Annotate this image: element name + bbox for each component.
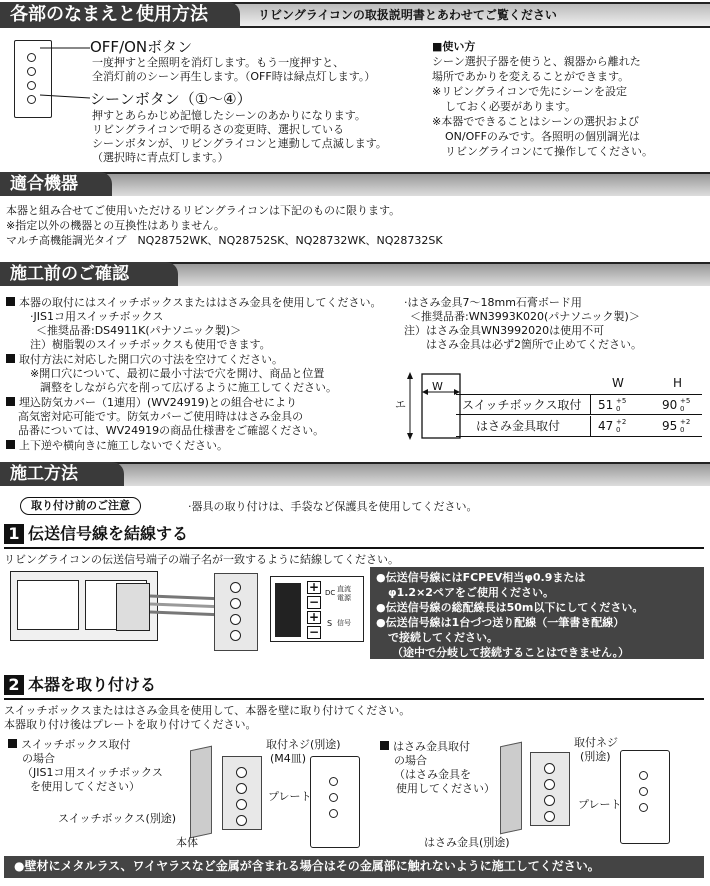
- bullet-square-icon: [380, 741, 389, 750]
- circle-icon: [544, 795, 555, 806]
- check-r3: 注）はさみ金具WN3992020は使用不可: [404, 324, 605, 337]
- term-minus-2: −: [308, 625, 320, 639]
- term-plus-2: +: [308, 610, 320, 624]
- dim-row-1-ht: +5 0: [680, 397, 691, 413]
- check-b2: ※開口穴について、最初に最小寸法で穴を開け、商品と位置: [30, 367, 325, 380]
- hs-case-1: はさみ金具取付: [393, 740, 470, 753]
- step2-desc-2: 本器取り付け後はプレートを取り付けてください。: [4, 718, 257, 731]
- dim-head-h: H: [673, 376, 683, 390]
- circle-icon: [230, 630, 241, 641]
- dim-row-2-h: 95: [662, 419, 678, 433]
- circle-icon: [639, 787, 648, 796]
- dim-row-1-w: 51: [598, 398, 614, 412]
- check-a: [6, 296, 381, 310]
- step1-note-5: で接続してください。: [388, 631, 498, 644]
- step1-number: 1: [4, 524, 24, 544]
- check-a3: ＜推奨品番:DS4911K(パナソニック製)＞: [36, 324, 242, 337]
- hs-case: [380, 740, 470, 754]
- hs-case-2: の場合: [394, 754, 427, 767]
- step1-note-4: ●伝送信号線は1台づつ送り配線（一筆書き配線）: [376, 616, 625, 629]
- offon-label: OFF/ONボタン: [90, 38, 193, 56]
- sb-case-3: （JIS1コ用スイッチボックス: [22, 766, 163, 779]
- dim-row-2: [456, 416, 702, 437]
- caution-text: ·器具の取り付けは、手袋など保護具を使用してください。: [188, 500, 478, 513]
- step1-note-3: ●伝送信号線の総配線長は50m以下にしてください。: [376, 601, 644, 614]
- check-r1: ·はさみ金具7〜18mm石膏ボード用: [404, 296, 582, 309]
- check-d: [6, 439, 228, 453]
- sb-case: [8, 738, 130, 752]
- circle-icon: [236, 815, 247, 826]
- check-d1: 上下逆や横向きに施工しないでください。: [19, 439, 228, 452]
- usage-2: 場所であかりを変えることができます。: [432, 70, 630, 83]
- usage-5: ※本器でできることはシーンの選択および: [432, 115, 639, 128]
- plate-figure-2: [620, 750, 670, 844]
- dim-head-w: W: [612, 376, 624, 390]
- term-signal: 信号: [337, 619, 351, 627]
- terminal-block-figure: [116, 583, 150, 631]
- check-a2: ·JIS1コ用スイッチボックス: [30, 310, 164, 323]
- caution-pill: 取り付け前のご注意: [20, 497, 141, 515]
- circle-icon: [544, 763, 555, 774]
- circle-icon: [230, 614, 241, 625]
- screw1b-label: (M4皿): [270, 752, 307, 765]
- step1-desc: リビングライコンの伝送信号端子の端子名が一致するように結線してください。: [4, 553, 400, 566]
- page-title: 各部のなまえと使用方法: [0, 2, 240, 28]
- step1-note-1: ●伝送信号線にはFCPEV相当φ0.9または: [376, 571, 586, 584]
- plate1-label: プレート: [268, 790, 312, 803]
- usage-title: ■使い方: [432, 40, 476, 53]
- dim-row-1-name: スイッチボックス取付: [462, 398, 582, 412]
- step1-title: 伝送信号線を結線する: [28, 524, 189, 543]
- scene-desc-2: リビングライコンで明るさの変更時、選択している: [92, 123, 345, 136]
- bullet-square-icon: [6, 354, 15, 363]
- dim-h-label: エ: [395, 398, 406, 411]
- check-c3: 品番については、WV24919の商品仕様書をご確認ください。: [18, 424, 325, 437]
- plate2-label: プレート: [578, 798, 622, 811]
- divider: [590, 416, 591, 436]
- dim-row-2-ht: +2 0: [680, 418, 691, 434]
- screw1-label: 取付ネジ(別途): [266, 738, 341, 751]
- check-b1: 取付方法に対応した開口穴の寸法を空けてください。: [19, 353, 283, 366]
- wall-figure-1: [190, 746, 212, 839]
- term-plus: +: [308, 580, 320, 594]
- screw2-label: 取付ネジ: [574, 736, 618, 749]
- step1-note-6: （途中で分岐して接続することはできません。）: [392, 646, 630, 659]
- circle-icon: [544, 779, 555, 790]
- step1-heading: [4, 524, 188, 544]
- hs-case-4: 使用してください）: [396, 782, 495, 795]
- clip2-label: はさみ金具(別途): [424, 836, 510, 849]
- compat-line-1: 本器と組み合せてご使用いただけるリビングライコンは下記のものに限ります。: [6, 204, 401, 217]
- offon-desc-2: 全消灯前のシーン再生します。（OFF時は緑点灯します。）: [92, 70, 376, 83]
- screw2b-label: (別途): [580, 750, 611, 763]
- step2-title: 本器を取り付ける: [28, 675, 157, 694]
- bullet-square-icon: [6, 397, 15, 406]
- dim-row-1: [456, 394, 702, 415]
- hs-case-3: （はさみ金具を: [394, 768, 471, 781]
- usage-3: ※リビングライコンで先にシーンを設定: [432, 85, 628, 98]
- circle-icon: [236, 767, 247, 778]
- terminal-block: [275, 583, 301, 637]
- check-r2: ＜推奨品番:WN3993K020(パナソニック製)＞: [410, 310, 640, 323]
- check-title: 施工前のご確認: [0, 262, 178, 286]
- circle-icon: [639, 771, 648, 780]
- dim-row-2-name: はさみ金具取付: [476, 419, 561, 433]
- circle-icon: [544, 811, 555, 822]
- circle-icon: [236, 783, 247, 794]
- offon-desc-1: 一度押すと全照明を消灯します。もう一度押すと、: [92, 56, 345, 69]
- sb-case-2: の場合: [22, 752, 55, 765]
- circle-icon: [230, 582, 241, 593]
- circle-icon: [639, 803, 648, 812]
- step2-heading: [4, 675, 156, 695]
- dim-row-1-wt: +5 0: [616, 397, 627, 413]
- usage-7: リビングライコンにて操作してください。: [445, 145, 654, 158]
- check-a4: 注）樹脂製のスイッチボックスも使用できます。: [30, 338, 271, 351]
- bullet-square-icon: [6, 297, 15, 306]
- compat-title: 適合機器: [0, 172, 112, 196]
- check-c1: 埋込防気カバー（1連用）(WV24919)との組合せにより: [19, 396, 297, 409]
- check-r4: はさみ金具は必ず2箇所で止めてください。: [426, 338, 642, 351]
- circle-icon: [329, 777, 338, 786]
- plate-figure-1: [310, 756, 360, 848]
- compat-line-2: ※指定以外の機器との互換性はありません。: [6, 219, 225, 232]
- scene-unit-figure: [214, 573, 258, 651]
- usage-4: しておく必要があります。: [445, 100, 577, 113]
- footer-warning: ●壁材にメタルラス、ワイヤラスなど金属が含まれる場合はその金属部に触れないように施工してください。: [4, 856, 704, 878]
- usage-1: シーン選択子器を使うと、親器から離れた: [432, 55, 641, 68]
- term-s: S: [327, 619, 333, 628]
- check-b3: 調整をしながら穴を削って広げるように施工してください。: [40, 381, 337, 394]
- title-note: リビングライコンの取扱説明書とあわせてご覧ください: [258, 8, 557, 22]
- method-title: 施工方法: [0, 462, 124, 486]
- circle-icon: [230, 598, 241, 609]
- bullet-square-icon: [6, 440, 15, 449]
- sb-case-1: スイッチボックス取付: [21, 738, 131, 751]
- body1-label: 本体: [176, 836, 198, 849]
- dim-row-2-wt: +2 0: [616, 418, 627, 434]
- circle-icon: [329, 809, 338, 818]
- scene-label: シーンボタン（①〜④）: [90, 90, 252, 108]
- step2-number: 2: [4, 675, 24, 695]
- wall-figure-2: [500, 742, 522, 835]
- step1-note-2: φ1.2×2ペアをご使用ください。: [388, 586, 554, 599]
- step2-desc-1: スイッチボックスまたははさみ金具を使用して、本器を壁に取り付けてください。: [4, 704, 411, 717]
- dim-row-2-w: 47: [598, 419, 614, 433]
- step1-notes: [370, 567, 704, 659]
- parent-unit-panel: [17, 580, 79, 630]
- clip-body-figure: [530, 752, 570, 826]
- circle-icon: [329, 793, 338, 802]
- divider: [590, 395, 591, 415]
- step1-underline: [4, 547, 704, 549]
- terminal-zoom-figure: [270, 576, 364, 642]
- term-minus: −: [308, 595, 320, 609]
- usage-6: ON/OFFのみです。各照明の個別調光は: [445, 130, 641, 143]
- check-a1: 本器の取付にはスイッチボックスまたははさみ金具を使用してください。: [19, 296, 382, 309]
- circle-icon: [236, 799, 247, 810]
- scene-desc-3: シーンボタンが、リビングライコンと連動して点滅します。: [92, 137, 387, 150]
- box1-label: スイッチボックス(別途): [58, 812, 177, 825]
- dim-row-1-h: 90: [662, 398, 678, 412]
- term-power: 直流電源: [337, 585, 351, 602]
- dim-w-label: W: [432, 380, 443, 393]
- switchbox-body-figure: [222, 756, 262, 830]
- sb-case-4: を使用してください）: [30, 780, 140, 793]
- step2-underline: [4, 698, 704, 700]
- check-c: [6, 396, 297, 410]
- scene-desc-4: （選択時に青点灯します。）: [92, 151, 229, 164]
- check-c2: 高気密対応可能です。防気カバーご使用時ははさみ金具の: [18, 410, 304, 423]
- bullet-square-icon: [8, 739, 17, 748]
- check-b: [6, 353, 283, 367]
- scene-desc-1: 押すとあらかじめ記憶したシーンのあかりになります。: [92, 109, 366, 122]
- term-dc: DC: [325, 589, 336, 597]
- compat-line-3: マルチ高機能調光タイプ NQ28752WK、NQ28752SK、NQ28732WK、NQ28732SK: [6, 234, 443, 247]
